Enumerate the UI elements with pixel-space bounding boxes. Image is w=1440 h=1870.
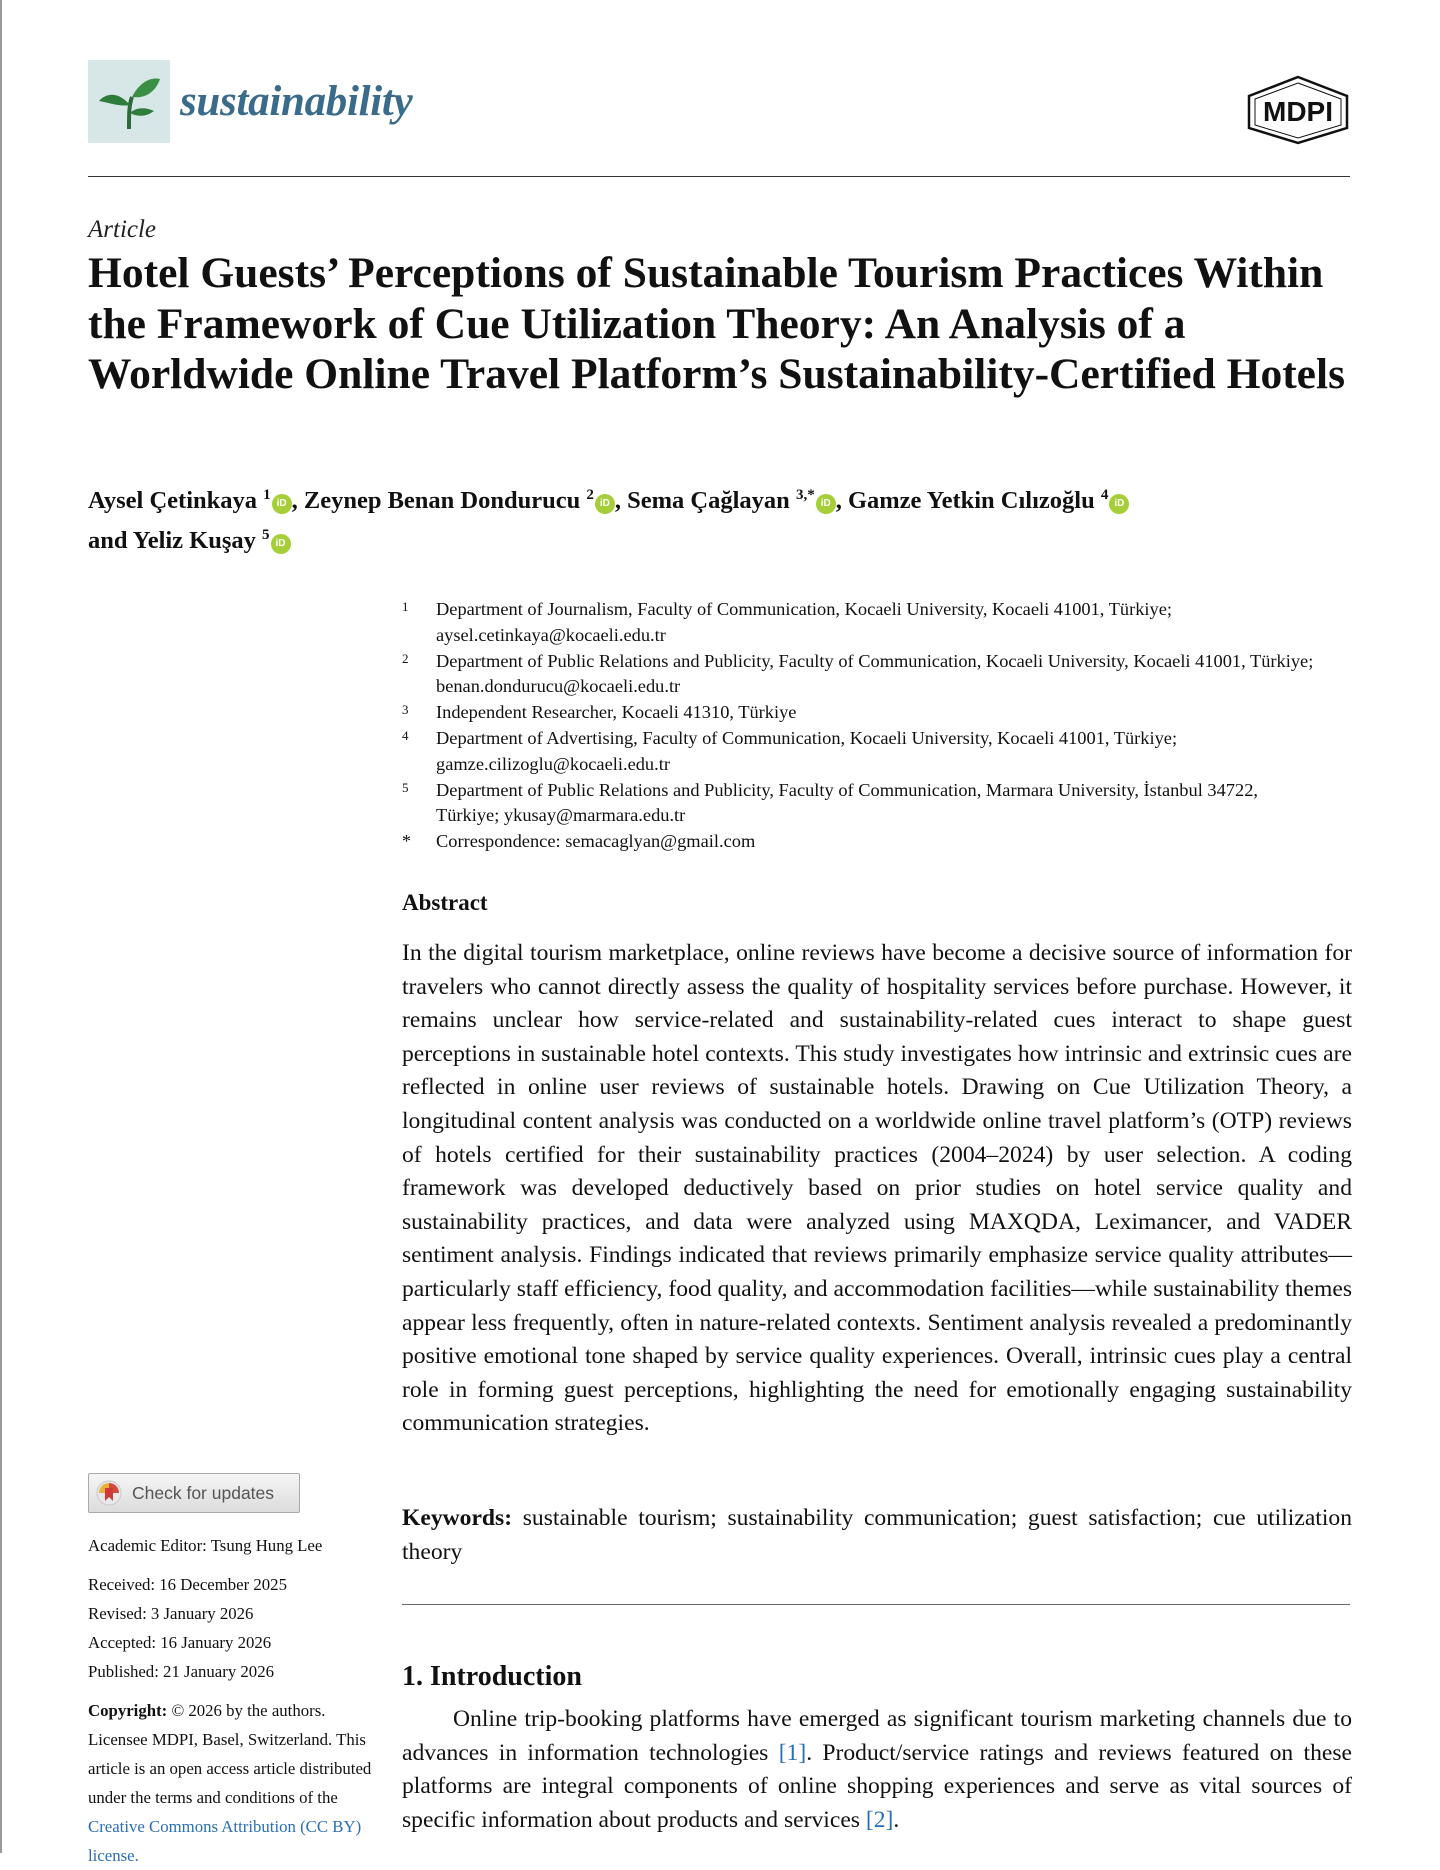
section-divider <box>402 1604 1350 1605</box>
affiliation: 4 Department of Advertising, Faculty of Communication, Kocaeli University, Kocaeli 41001, Türkiye; gamze.cilizoglu@kocaeli.edu.tr <box>402 727 1178 774</box>
mdpi-logo[interactable] <box>1244 74 1352 146</box>
abstract-text: In the digital tourism marketplace, online reviews have become a decisive source of information for travelers who cannot directly assess the quality of hospitality services before purchase. However, it remains unclear how service-related and sustainability-related cues interact to shape guest perceptions in sustainable hotel contexts. This study investigates how intrinsic and extrinsic cues are reflected in online user reviews of sustainable hotels. Drawing on Cue Utilization Theory, a longitudinal content analysis was conducted on a worldwide online travel platform’s (OTP) reviews of hotels certified for their sustainability practices (2004–2024) by user selection. A coding framework was developed deductively based on prior studies on hotel service quality and sustainability practices, and data were analyzed using MAXQDA, Leximancer, and VADER sentiment analysis. Findings indicated that reviews primarily emphasize service quality attributes—particularly staff efficiency, food quality, and accommodation facilities—while sustainability themes appear less frequently, often in nature-related contexts. Sentiment analysis revealed a predominantly positive emotional tone shaped by service quality experiences. Overall, intrinsic cues play a central role in forming guest perceptions, highlighting the need for emotionally engaging sustainability communication strategies. <box>402 940 1352 1437</box>
check-for-updates-button[interactable] <box>88 1473 300 1513</box>
author: Zeynep Benan Dondurucu $^2$ <box>303 487 594 514</box>
orcid-icon[interactable]: iD <box>816 494 836 514</box>
academic-editor: Academic Editor: Tsung Hung Lee <box>88 1536 323 1555</box>
article-title: Hotel Guests’ Perceptions of Sustainable Tourism Practices Within the Framework of Cue Utilization Theory: An Analysis of a Worldwide Online Travel Platform’s Sustainability-Certified Hotels <box>88 249 1345 398</box>
page-edge <box>0 0 2 1853</box>
keywords-text: sustainable tourism; sustainability communication; guest satisfaction; cue utilization theory <box>402 1505 1353 1565</box>
orcid-icon[interactable]: iD <box>1109 494 1129 514</box>
orcid-icon[interactable]: iD <box>272 494 292 514</box>
publisher-name: MDPI <box>1263 96 1333 127</box>
author: Gamze Yetkin Cılızoğlu $^4$ <box>847 487 1109 514</box>
article-type: Article <box>88 216 157 243</box>
keywords-label: Keywords: <box>402 1505 513 1531</box>
introduction-text: Online trip-booking platforms have emerged as significant tourism marketing channels due to advances in information technologies [1]. Product/service ratings and reviews featured on these platforms are integral components of online shopping experiences and serve as vital sources of specific information about products and services [2]. <box>402 1706 1353 1833</box>
keywords <box>402 1502 1352 1569</box>
author: and Yeliz Kuşay $^5$ <box>88 527 270 554</box>
received-date: Received: 16 December 2025 <box>88 1575 287 1594</box>
abstract-heading: Abstract <box>402 890 488 915</box>
license-link[interactable]: Creative Commons Attribution (CC BY) license. <box>88 1817 362 1865</box>
affiliation: 2 Department of Public Relations and Publicity, Faculty of Communication, Kocaeli University, Kocaeli 41001, Türkiye; benan.dondurucu@kocaeli.edu.tr <box>402 650 1314 697</box>
correspondence: * Correspondence: semacaglyan@gmail.com <box>402 831 756 852</box>
affiliation: 5 Department of Public Relations and Publicity, Faculty of Communication, Marmara University, İstanbul 34722, Türkiye; ykusay@marmara.edu.tr <box>402 779 1258 826</box>
affiliations <box>402 597 1322 855</box>
revised-date: Revised: 3 January 2026 <box>88 1604 254 1623</box>
orcid-icon[interactable]: iD <box>595 494 615 514</box>
sprout-icon <box>88 60 170 143</box>
header-divider <box>88 176 1350 177</box>
affiliation: 3 Independent Researcher, Kocaeli 41310, Türkiye <box>402 702 797 723</box>
author-list: Aysel Çetinkaya $^1$iD , Zeynep Benan Dondurucu $^2$iD , Sema Çağlayan $^{3,*}$iD , Gamze Yetkin Cılızoğlu $^4$iD and Yeliz Kuşay $^5$iD <box>88 478 1358 558</box>
published-date: Published: 21 January 2026 <box>88 1662 274 1681</box>
check-for-updates-label: Check for updates <box>132 1482 275 1503</box>
orcid-icon[interactable]: iD <box>271 534 291 554</box>
citation-link[interactable]: [2] <box>865 1806 894 1833</box>
affiliation: 1 Department of Journalism, Faculty of Communication, Kocaeli University, Kocaeli 41001, Türkiye; aysel.cetinkaya@kocaeli.edu.tr <box>402 599 1172 645</box>
journal-name: sustainability <box>180 78 413 125</box>
author: Sema Çağlayan $^{3,*}$ <box>627 487 815 514</box>
citation-link[interactable]: [1] <box>778 1739 807 1766</box>
copyright-notice: Copyright: © 2026 by the authors. Licensee MDPI, Basel, Switzerland. This article is an open access article distributed under the terms and conditions of the Creative Commons Attribution (CC BY) license. <box>88 1701 372 1865</box>
author: Aysel Çetinkaya $^1$ <box>88 487 271 514</box>
section-heading: 1. Introduction <box>402 1661 582 1692</box>
article-info-sidebar <box>88 1531 378 1870</box>
journal-logo[interactable] <box>88 60 412 143</box>
accepted-date: Accepted: 16 January 2026 <box>88 1633 272 1652</box>
bookmark-badge-icon <box>96 1480 122 1506</box>
